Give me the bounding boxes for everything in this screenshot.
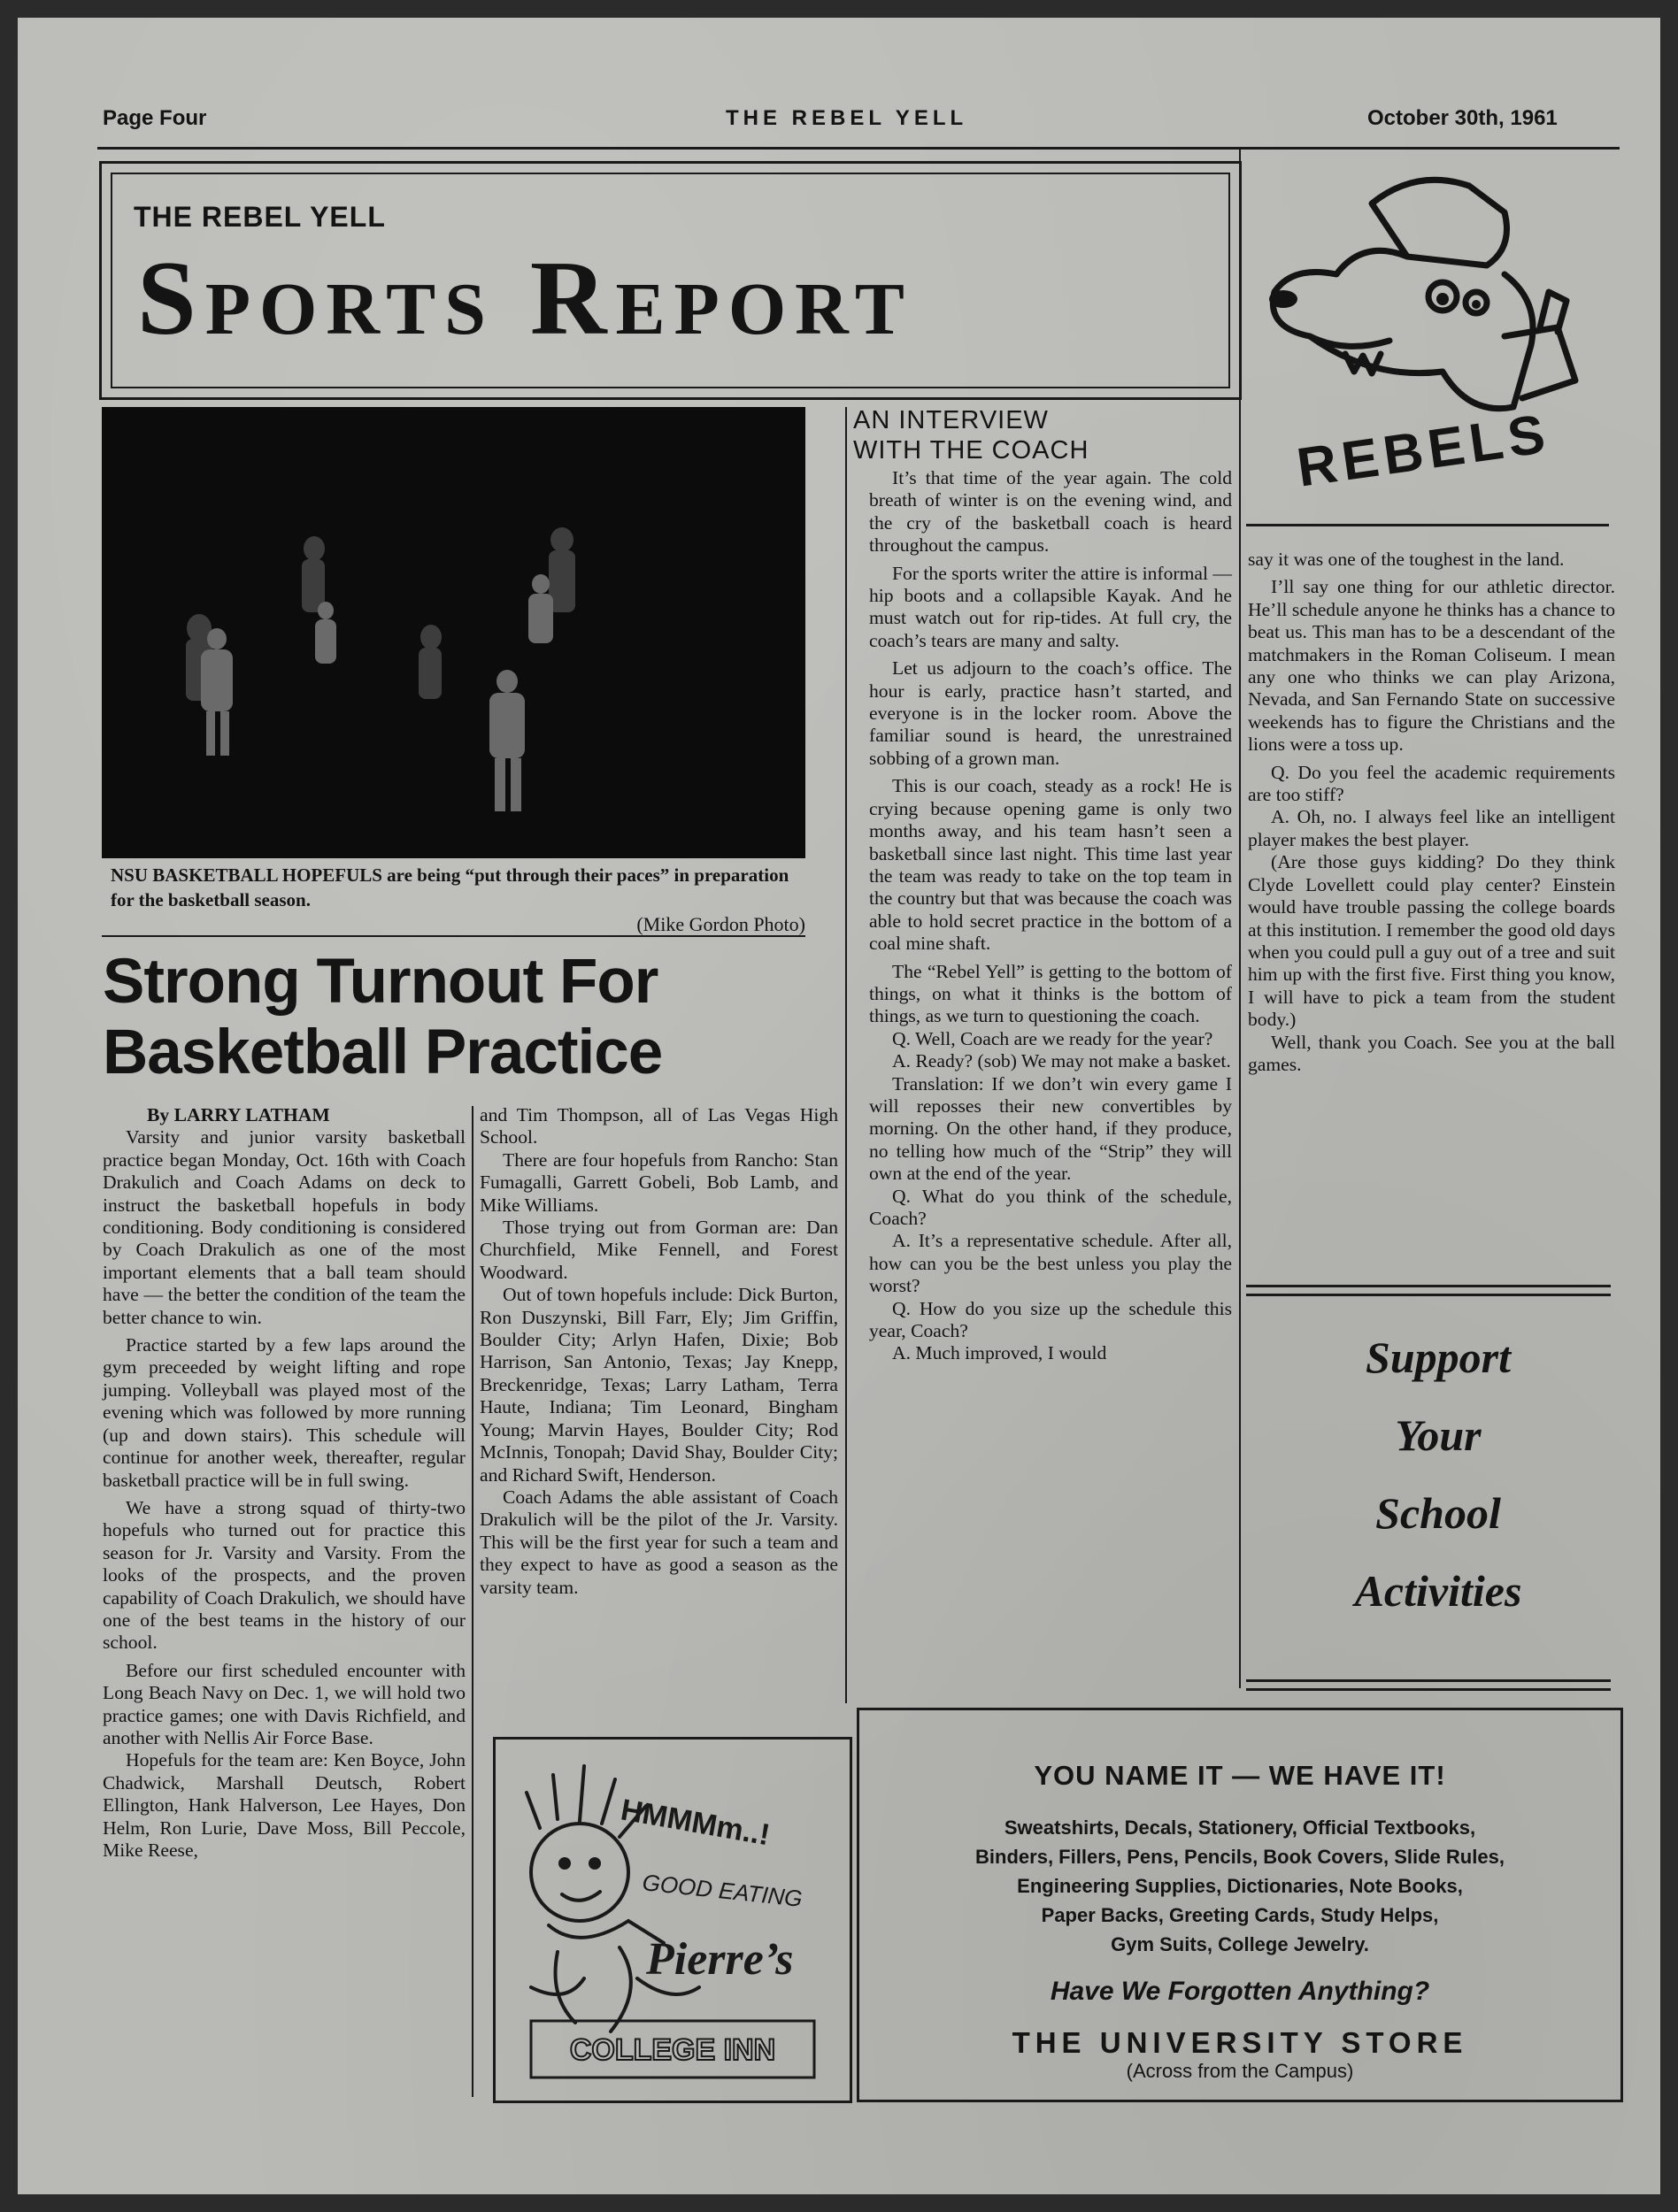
article-column-2 (480, 1104, 838, 1599)
support-line-2: Your (1395, 1410, 1482, 1460)
wolf-mascot-icon (1239, 150, 1620, 522)
interview-column-1 (869, 467, 1232, 1365)
photo-caption-text: NSU BASKETBALL HOPEFULS are being “put through their paces” in preparation for the basketball season. (111, 864, 789, 910)
ad-college-inn-text: COLLEGE INN (569, 2033, 776, 2067)
article-paragraph: There are four hopefuls from Rancho: Stan Fumagalli, Garrett Gobeli, Bob Lamb, and Mike Williams. (480, 1148, 838, 1216)
article-paragraph: Practice started by a few laps around the gym preceeded by weight lifting and rope jumping. Volleyball was played most of the evening which was followed by more running (up and down stairs). This schedule will continue for another week, thereafter, regular basketball practice will be in full swing. (103, 1334, 466, 1491)
interview-paragraph: Well, thank you Coach. See you at the ball games. (1248, 1031, 1615, 1075)
support-top-rule-2 (1246, 1294, 1611, 1296)
article-paragraph: Varsity and junior varsity basketball practice began Monday, Oct. 16th with Coach Drakulich and Coach Adams on deck to instruct the basketball hopefuls in body conditioning. Body conditioning is considered by Coach Drakulich as one of the most important elements that a ball team should have — the better the condition of the team the better chance to win. (103, 1126, 466, 1328)
ad-good-eating-text: GOOD EATING (641, 1869, 804, 1912)
store-ad-items-line: Gym Suits, College Jewelry. (1111, 1933, 1369, 1955)
article-column-1 (103, 1104, 466, 1862)
column-rule-center (845, 407, 847, 1703)
cartoon-chef-illustration (496, 1740, 850, 2101)
article-paragraph: Coach Adams the able assistant of Coach Drakulich will be the pilot of the Jr. Varsity. This will be the first year for such a team and they expect to have as good a season as the varsity team. (480, 1486, 838, 1598)
store-ad-items-line: Paper Backs, Greeting Cards, Study Helps, (1041, 1904, 1439, 1926)
column-rule-left (472, 1106, 473, 2097)
byline: By LARRY LATHAM (147, 1104, 330, 1125)
issue-date: October 30th, 1961 (1367, 106, 1558, 130)
support-top-rule-1 (1246, 1285, 1611, 1287)
support-bottom-rule-1 (1246, 1679, 1611, 1682)
interview-paragraph: (Are those guys kidding? Do they think Clyde Lovellett could play center? Einstein would have trouble passing the college boards at this institution. I remember the good old days when you could pull a guy out of a tree and suit him up with the first five. First thing you know, I will have to pick a team from the student body.) (1248, 851, 1615, 1031)
article-paragraph: We have a strong squad of thirty-two hopefuls who turned out for practice this season for Jr. Varsity and Varsity. From the looks of the prospects, and the proven capability of Coach Drakulich, we should have one of the best teams in the history of our school. (103, 1496, 466, 1654)
store-ad-title: YOU NAME IT — WE HAVE IT! (1034, 1760, 1446, 1791)
store-ad-name: THE UNIVERSITY STORE (1012, 2026, 1468, 2059)
support-line-3: School (1375, 1488, 1501, 1538)
interview-paragraph: Q. Well, Coach are we ready for the year? (892, 1027, 1213, 1049)
interview-heading-line-2: WITH THE COACH (853, 436, 1089, 465)
interview-paragraph: This is our coach, steady as a rock! He is crying because opening game is only two months away, and his team hasn’t seen a basketball since last night. This time last year the team was ready to take on the top team in the country but that was because the coach was able to hold secret practice in the bottom of a coal mine shaft. (869, 775, 1232, 955)
interview-column-2 (1248, 549, 1615, 1076)
store-ad-forgot: Have We Forgotten Anything? (1050, 1977, 1430, 2006)
ad-pierres-text: Pierre’s (646, 1934, 794, 1985)
interview-paragraph: For the sports writer the attire is informal — hip boots and a collapsible Kayak. And he must watch out for rip-tides. At full cry, the coach’s tears are many and salty. (869, 562, 1232, 651)
pierres-college-inn-ad (493, 1737, 852, 2103)
newspaper-page (18, 18, 1660, 2194)
photo-credit: (Mike Gordon Photo) (636, 913, 805, 935)
interview-paragraph: Let us adjourn to the coach’s office. The hour is early, practice hasn’t started, and everyone is in the locker room. Above the familiar sound is heard, the unrestrained sobbing of a grown man. (869, 657, 1232, 769)
store-ad-items (859, 1813, 1620, 1959)
photo-silhouettes (102, 407, 805, 858)
mascot-label: REBELS (1293, 403, 1554, 499)
interview-paragraph: A. It’s a representative schedule. After all, how can you be the best unless you play the worst? (869, 1230, 1232, 1297)
masthead-small-title: THE REBEL YELL (134, 201, 386, 233)
basketball-practice-photo (102, 407, 805, 858)
page-number: Page Four (103, 106, 207, 130)
university-store-ad (857, 1708, 1623, 2102)
interview-paragraph: It’s that time of the year again. The cold breath of winter is on the evening wind, and the cry of the basketball coach is heard throughout the campus. (869, 467, 1232, 557)
interview-paragraph: Q. What do you think of the schedule, Coach? (869, 1185, 1232, 1229)
interview-paragraph: Translation: If we don’t win every game I will reposses their new convertibles by morning. On the other hand, if they produce, no telling how much of the “Strip” they will own at the end of the year. (869, 1072, 1232, 1185)
interview-heading-line-1: AN INTERVIEW (853, 406, 1049, 434)
masthead-title: Sports Report (137, 239, 913, 357)
interview-paragraph: Q. Do you feel the academic requirements are too stiff? (1248, 761, 1615, 806)
article-paragraph: Those trying out from Gorman are: Dan Churchfield, Mike Fennell, and Forest Woodward. (480, 1217, 838, 1283)
store-ad-location: (Across from the Campus) (1126, 2060, 1354, 2082)
top-rule (97, 147, 1620, 150)
photo-caption (111, 863, 805, 937)
interview-paragraph: A. Much improved, I would (892, 1342, 1107, 1364)
mascot-rule (1246, 524, 1609, 526)
paper-name: THE REBEL YELL (726, 106, 968, 130)
article-paragraph: Before our first scheduled encounter with Long Beach Navy on Dec. 1, we will hold two practice games; one with Davis Richfield, and another with Nellis Air Force Base. (103, 1659, 466, 1748)
article-paragraph: Out of town hopefuls include: Dick Burton, Ron Duszynski, Bill Farr, Ely; Jim Griffin, Boulder City; Arlyn Hafen, Dixie; Bob Harrison, San Antonio, Texas; Jay Knepp, Breckenridge, Texas; Larry Latham, Terra Haute, Indiana; Tim Leonard, Bingham Young; Marvin Hayes, Boulder City; Rod McInnis, Tonopah; David Shay, Boulder City; and Richard Swift, Henderson. (480, 1284, 838, 1486)
interview-heading (853, 405, 1089, 465)
rebels-mascot-logo (1239, 150, 1620, 522)
store-ad-items-line: Engineering Supplies, Dictionaries, Note Books, (1017, 1875, 1463, 1897)
support-line-4: Activities (1354, 1566, 1522, 1616)
masthead-box (99, 161, 1242, 400)
article-paragraph: and Tim Thompson, all of Las Vegas High School. (480, 1104, 838, 1148)
caption-rule (102, 935, 805, 937)
support-bottom-rule-2 (1246, 1688, 1611, 1691)
interview-paragraph: Q. How do you size up the schedule this year, Coach? (869, 1297, 1232, 1342)
interview-paragraph: I’ll say one thing for our athletic director. He’ll schedule anyone he thinks has a chance to beat us. This man has to be a descendant of the matchmakers in the Roman Coliseum. I mean any one who thinks we can play Arizona, Nevada, and San Fernando State on successive weekends has to figure the Christians and the lions were a toss up. (1248, 576, 1615, 756)
ad-hmm-text: HMMMm..! (618, 1793, 773, 1853)
support-line-1: Support (1366, 1333, 1511, 1382)
interview-paragraph: say it was one of the toughest in the land. (1248, 549, 1565, 570)
store-ad-items-line: Binders, Fillers, Pens, Pencils, Book Covers, Slide Rules, (975, 1846, 1505, 1868)
interview-paragraph: A. Ready? (sob) We may not make a basket. (892, 1050, 1231, 1072)
support-school-activities (1252, 1318, 1624, 1630)
store-ad-items-line: Sweatshirts, Decals, Stationery, Official Textbooks, (1004, 1816, 1476, 1839)
interview-paragraph: A. Oh, no. I always feel like an intelligent player makes the best player. (1248, 806, 1615, 850)
article-headline: Strong Turnout For Basketball Practice (103, 947, 663, 1087)
interview-paragraph: The “Rebel Yell” is getting to the bottom of things, on what it thinks is the bottom of things, as we turn to questioning the coach. (869, 960, 1232, 1027)
article-paragraph: Hopefuls for the team are: Ken Boyce, John Chadwick, Marshall Deutsch, Robert Ellington, Hank Halverson, Lee Hayes, Don Helm, Ron Lurie, Dave Moss, Bill Peccole, Mike Reese, (103, 1749, 466, 1861)
